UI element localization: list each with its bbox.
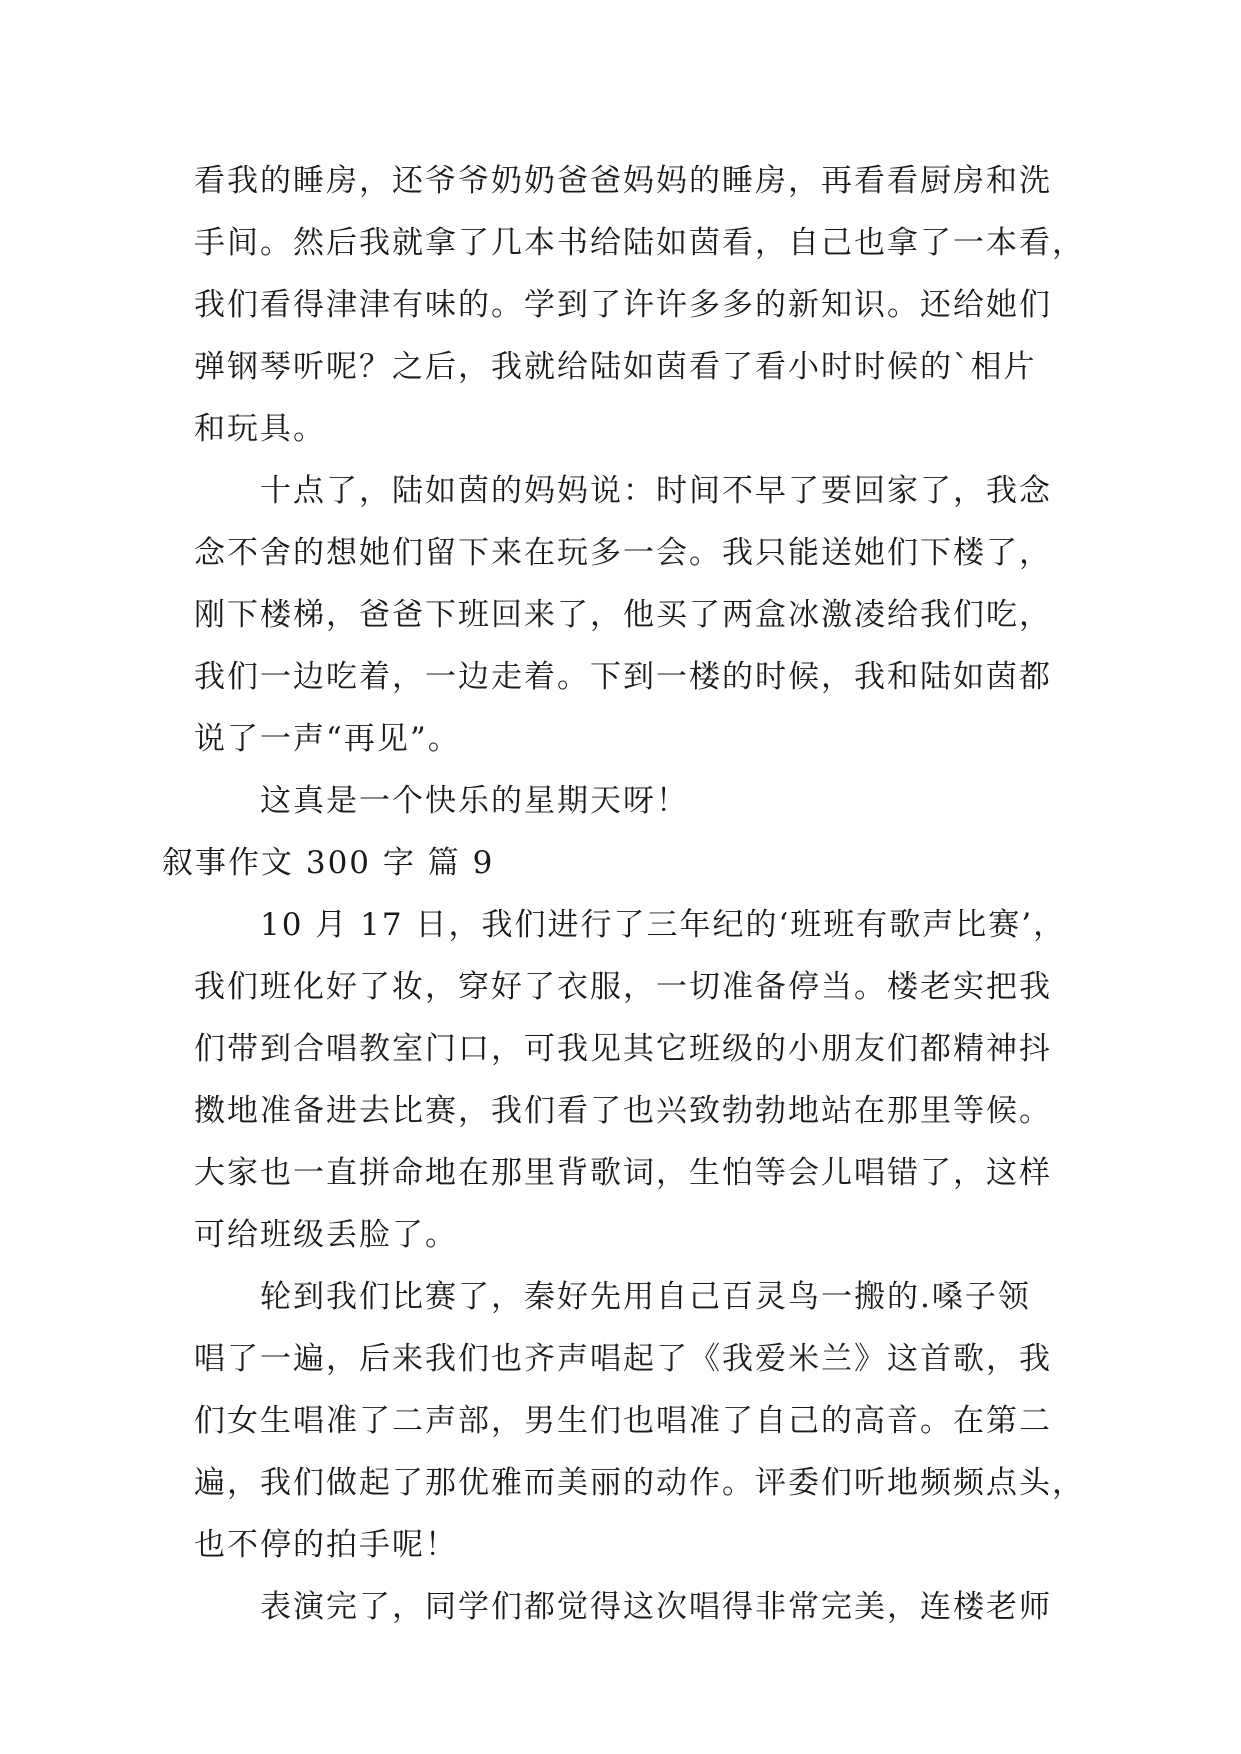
paragraph: [194, 770, 1074, 832]
paragraph: [194, 894, 1074, 1266]
text-line: 唱了一遍，后来我们也齐声唱起了《我爱米兰》这首歌，我: [194, 1341, 1052, 1377]
text-line: 念不舍的想她们留下来在玩多一会。我只能送她们下楼了，: [194, 535, 1052, 571]
paragraph: [194, 460, 1074, 770]
text-line: 弹钢琴听呢？之后，我就给陆如茵看了看小时时候的`相片: [194, 349, 1037, 385]
document-page: [162, 150, 1085, 1638]
text-line: 们女生唱准了二声部，男生们也唱准了自己的高音。在第二: [194, 1403, 1052, 1439]
text-line: 10 月 17 日，我们进行了三年纪的‘班班有歌声比赛’，: [260, 907, 1067, 943]
text-line: 说了一声“再见”。: [194, 721, 461, 757]
text-line: 表演完了，同学们都觉得这次唱得非常完美，连楼老师: [260, 1589, 1052, 1625]
text-line: 轮到我们比赛了，秦好先用自己百灵鸟一搬的.嗓子领: [260, 1279, 1031, 1315]
text-line: 和玩具。: [194, 411, 326, 447]
text-line: 也不停的拍手呢！: [194, 1527, 458, 1563]
paragraph: [194, 150, 1085, 460]
paragraph: [194, 1266, 1085, 1576]
text-line: 刚下楼梯，爸爸下班回来了，他买了两盒冰激凌给我们吃，: [194, 597, 1052, 633]
text-line: 大家也一直拼命地在那里背歌词，生怕等会儿唱错了，这样: [194, 1155, 1052, 1191]
section-heading: 叙事作文 300 字 篇 9: [162, 845, 495, 881]
text-line: 我们一边吃着，一边走着。下到一楼的时候，我和陆如茵都: [194, 659, 1052, 695]
text-line: 遍，我们做起了那优雅而美丽的动作。评委们听地频频点头，: [194, 1465, 1085, 1501]
text-line: 手间。然后我就拿了几本书给陆如茵看，自己也拿了一本看，: [194, 225, 1085, 261]
text-line: 这真是一个快乐的星期天呀！: [260, 783, 689, 819]
text-line: 擞地准备进去比赛，我们看了也兴致勃勃地站在那里等候。: [194, 1093, 1052, 1129]
text-line: 看我的睡房，还爷爷奶奶爸爸妈妈的睡房，再看看厨房和洗: [194, 163, 1052, 199]
text-line: 可给班级丢脸了。: [194, 1217, 458, 1253]
text-line: 十点了，陆如茵的妈妈说：时间不早了要回家了，我念: [260, 473, 1052, 509]
text-line: 们带到合唱教室门口，可我见其它班级的小朋友们都精神抖: [194, 1031, 1052, 1067]
text-line: 我们看得津津有味的。学到了许许多多的新知识。还给她们: [194, 287, 1052, 323]
paragraph: [194, 1576, 1074, 1638]
text-line: 我们班化好了妆，穿好了衣服，一切准备停当。楼老实把我: [194, 969, 1052, 1005]
